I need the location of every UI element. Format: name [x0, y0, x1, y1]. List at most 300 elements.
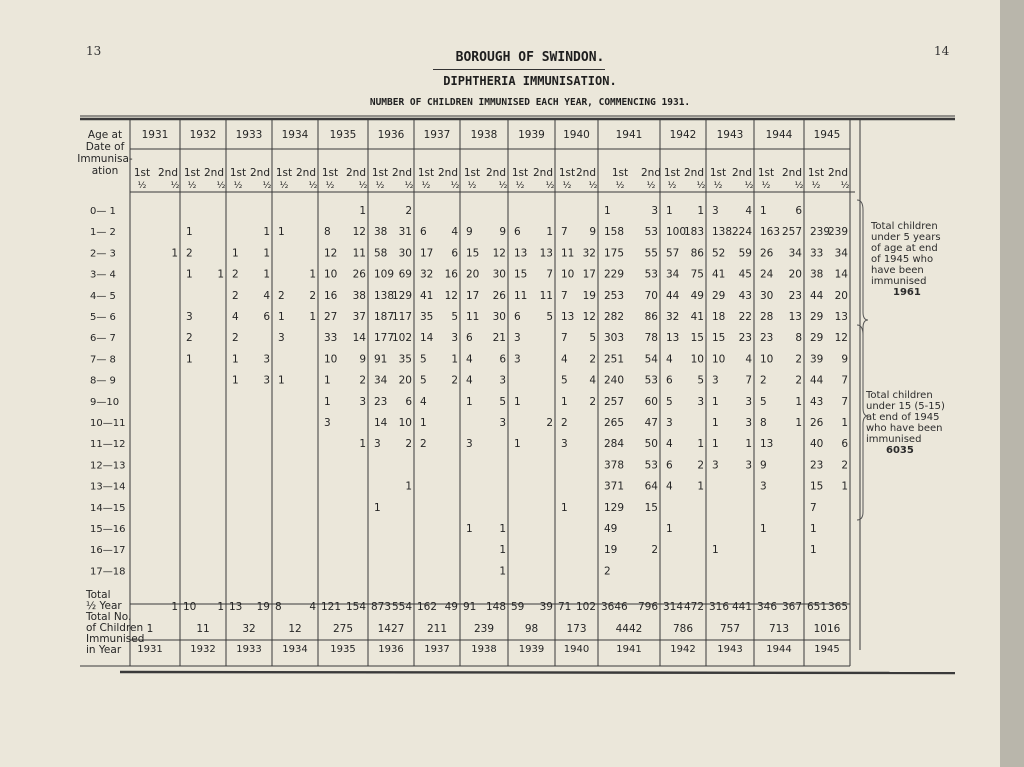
in-year-label: in Year [86, 644, 122, 656]
cell-first-half: 3 [712, 459, 719, 472]
cell-second-half: 12 [834, 332, 848, 345]
year-header: 1931 [141, 129, 169, 141]
age-label: 9—10 [90, 396, 120, 408]
cell-second-half: 10 [398, 417, 412, 429]
cell-second-half: 1 [359, 205, 366, 217]
cell-first-half: 1 [420, 417, 427, 429]
cell-second-half: 1 [359, 438, 366, 451]
cell-first-half: 5 [760, 395, 767, 408]
half-year-header: 2nd [249, 167, 271, 179]
half-year-total: 314 [663, 601, 684, 613]
row-header-line1: Age at [87, 129, 123, 141]
half-year-header: 1st [757, 167, 775, 179]
cell-second-half: 2 [309, 289, 316, 302]
cell-second-half: 55 [644, 247, 658, 260]
year-total: 786 [672, 623, 694, 635]
cell-second-half: 6 [841, 438, 848, 451]
cell-first-half: 39 [810, 353, 824, 366]
cell-first-half: 239 [810, 226, 831, 239]
half-year-header: 1st [611, 167, 629, 179]
cell-first-half: 35 [420, 311, 434, 323]
cell-first-half: 15 [466, 247, 480, 260]
cell-first-half: 1 [666, 523, 673, 535]
cell-second-half: 9 [359, 353, 366, 366]
cell-first-half: 253 [604, 289, 625, 302]
cell-first-half: 4 [466, 374, 473, 387]
half-fraction: ½ [262, 181, 272, 191]
half-fraction: ½ [713, 181, 723, 191]
cell-second-half: 2 [405, 438, 412, 451]
cell-first-half: 2 [232, 332, 239, 345]
cell-second-half: 64 [644, 480, 658, 493]
note-under5-line: Total children [871, 221, 938, 232]
cell-second-half: 3 [263, 374, 270, 387]
cell-second-half: 6 [795, 205, 802, 217]
half-year-header: 1st [807, 167, 825, 179]
cell-second-half: 30 [398, 247, 412, 260]
cell-second-half: 2 [451, 374, 458, 387]
cell-first-half: 175 [604, 247, 625, 260]
cell-second-half: 5 [451, 311, 458, 323]
age-label: 7— 8 [90, 354, 116, 366]
cell-second-half: 7 [745, 374, 752, 387]
year-total: 173 [566, 623, 587, 635]
row-header [77, 129, 133, 177]
cell-second-half: 224 [731, 226, 752, 239]
note-under15-line: under 15 (5-15) [866, 401, 945, 412]
cell-second-half: 6 [405, 395, 412, 408]
cell-first-half: 1 [712, 395, 719, 408]
cell-first-half: 282 [604, 311, 625, 323]
half-year-header: 2nd [485, 167, 507, 179]
cell-second-half: 34 [834, 247, 848, 260]
note-under15-line: immunised [866, 434, 922, 445]
cell-second-half: 14 [834, 268, 848, 281]
cell-first-half: 14 [374, 417, 388, 429]
year-header: 1934 [281, 129, 309, 141]
cell-second-half: 23 [788, 289, 802, 302]
cell-second-half: 4 [263, 289, 270, 302]
year-headers [134, 129, 850, 191]
half-year-total: 554 [391, 601, 412, 613]
cell-first-half: 2 [760, 374, 767, 387]
cell-first-half: 2 [420, 438, 427, 451]
cell-second-half: 13 [788, 311, 802, 323]
cell-second-half: 2 [359, 374, 366, 387]
cell-second-half: 3 [651, 205, 658, 217]
half-year-header: 1st [709, 167, 727, 179]
cell-first-half: 3 [712, 374, 719, 387]
cell-first-half: 3 [324, 417, 331, 429]
cell-first-half: 251 [604, 353, 625, 366]
half-year-header: 2nd [295, 167, 317, 179]
age-label: 6— 7 [90, 333, 116, 345]
half-year-header: 2nd [157, 167, 179, 179]
footer-year: 1937 [424, 644, 450, 655]
half-year-total: 316 [709, 601, 730, 613]
cell-first-half: 1 [324, 395, 331, 408]
cell-second-half: 239 [827, 226, 848, 239]
cell-first-half: 34 [666, 268, 680, 281]
cell-second-half: 50 [644, 438, 658, 451]
cell-second-half: 16 [444, 268, 458, 281]
half-year-total: 39 [539, 601, 553, 613]
cell-first-half: 6 [514, 311, 521, 323]
cell-second-half: 22 [738, 311, 752, 323]
half-year-header: 2nd [683, 167, 705, 179]
cell-first-half: 1 [186, 268, 193, 281]
cell-first-half: 1 [278, 226, 285, 239]
half-fraction: ½ [325, 181, 335, 191]
cell-second-half: 6 [499, 353, 506, 366]
cell-second-half: 3 [499, 417, 506, 429]
cell-second-half: 45 [738, 268, 752, 281]
cell-first-half: 4 [420, 395, 427, 408]
half-fraction: ½ [375, 181, 385, 191]
half-year-header: 1st [133, 167, 151, 179]
cell-first-half: 3 [466, 438, 473, 451]
cell-second-half: 53 [644, 226, 658, 239]
cell-second-half: 70 [644, 289, 658, 302]
half-fraction: ½ [498, 181, 508, 191]
year-header: 1944 [765, 129, 793, 141]
half-fraction: ½ [187, 181, 197, 191]
row-header-line3: Immunisa- [77, 153, 133, 165]
cell-second-half: 1 [697, 480, 704, 493]
half-year-header: 1st [511, 167, 529, 179]
half-year-total: 472 [683, 601, 704, 613]
half-fraction: ½ [216, 181, 226, 191]
cell-second-half: 78 [644, 332, 658, 345]
footer-year: 1936 [378, 644, 404, 655]
page-number-left: 13 [86, 44, 102, 58]
cell-second-half: 8 [795, 332, 802, 345]
year-header: 1935 [329, 129, 357, 141]
cell-second-half: 30 [492, 268, 506, 281]
year-header: 1932 [189, 129, 217, 141]
cell-first-half: 2 [561, 417, 568, 429]
cell-second-half: 3 [745, 395, 752, 408]
cell-second-half: 1 [795, 417, 802, 429]
cell-second-half: 1 [405, 480, 412, 493]
cell-first-half: 10 [760, 353, 774, 366]
footer-year: 1942 [670, 644, 696, 655]
cell-second-half: 1 [499, 544, 506, 557]
cell-first-half: 371 [604, 480, 625, 493]
age-label: 8— 9 [90, 375, 116, 387]
cell-first-half: 6 [420, 226, 427, 239]
half-year-header: 2nd [781, 167, 803, 179]
cell-first-half: 229 [604, 268, 625, 281]
footer-year: 1934 [282, 644, 308, 655]
cell-first-half: 58 [374, 247, 388, 260]
cell-second-half: 31 [398, 226, 412, 239]
note-under5-total: 1961 [893, 287, 921, 298]
cell-first-half: 10 [324, 353, 338, 366]
cell-second-half: 54 [644, 353, 658, 366]
cell-first-half: 1 [232, 353, 239, 366]
cell-first-half: 30 [760, 289, 774, 302]
cell-first-half: 38 [810, 268, 824, 281]
year-header: 1940 [563, 129, 590, 141]
cell-first-half: 14 [420, 332, 434, 345]
half-year-total: 154 [345, 601, 366, 613]
footer-year: 1940 [563, 644, 590, 655]
cell-first-half: 12 [324, 247, 338, 260]
cell-second-half: 53 [644, 268, 658, 281]
cell-second-half: 3 [359, 395, 366, 408]
cell-first-half: 1 [232, 374, 239, 387]
cell-second-half: 3 [745, 417, 752, 429]
cell-first-half: 13 [666, 332, 680, 345]
cell-first-half: 4 [666, 480, 673, 493]
note-under15-line: Total children [866, 390, 933, 401]
cell-first-half: 24 [760, 268, 774, 281]
half-year-total: 346 [757, 601, 778, 613]
half-fraction: ½ [308, 181, 318, 191]
cell-first-half: 3 [514, 332, 521, 345]
footer-year: 1932 [190, 644, 216, 655]
cell-first-half: 5 [561, 374, 568, 387]
cell-second-half: 2 [405, 205, 412, 217]
table-caption: NUMBER OF CHILDREN IMMUNISED EACH YEAR, COMMENCING 1931. [369, 97, 691, 108]
cell-second-half: 5 [589, 332, 596, 345]
note-under5-line: of 1945 who [871, 254, 934, 265]
cell-second-half: 20 [834, 289, 848, 302]
cell-first-half: 2 [232, 289, 239, 302]
age-label: 10—11 [90, 418, 126, 429]
year-total: 1016 [813, 623, 841, 635]
year-header: 1943 [716, 129, 744, 141]
cell-first-half: 378 [604, 459, 625, 472]
year-total: 32 [242, 623, 256, 635]
cell-first-half: 3 [514, 353, 521, 366]
half-fraction: ½ [515, 181, 525, 191]
cell-second-half: 53 [644, 374, 658, 387]
cell-first-half: 4 [666, 438, 673, 451]
cell-first-half: 1 [466, 395, 473, 408]
year-total: 12 [288, 623, 302, 635]
half-year-header: 2nd [437, 167, 459, 179]
cell-first-half: 163 [760, 226, 781, 239]
footer-year: 1941 [616, 644, 642, 655]
cell-first-half: 4 [232, 311, 239, 323]
year-header: 1936 [377, 129, 405, 141]
cell-second-half: 26 [352, 268, 366, 281]
cell-first-half: 1 [466, 523, 473, 535]
cell-second-half: 53 [644, 459, 658, 472]
cell-second-half: 7 [841, 395, 848, 408]
cell-second-half: 2 [795, 353, 802, 366]
cell-second-half: 117 [391, 311, 412, 323]
cell-second-half: 1 [841, 480, 848, 493]
cell-second-half: 17 [582, 268, 596, 281]
cell-second-half: 1 [263, 247, 270, 260]
cell-first-half: 34 [374, 374, 388, 387]
cell-first-half: 19 [604, 544, 618, 557]
footer-year: 1944 [766, 644, 792, 655]
cell-second-half: 47 [644, 417, 658, 429]
cell-second-half: 1 [697, 205, 704, 217]
cell-first-half: 177 [374, 332, 395, 345]
cell-second-half: 13 [539, 247, 553, 260]
cell-first-half: 7 [561, 289, 568, 302]
row-header-line2: Date of [85, 141, 125, 153]
cell-first-half: 26 [760, 247, 774, 260]
year-total: 1 [146, 623, 154, 635]
cell-second-half: 1 [451, 353, 458, 366]
half-fraction: ½ [761, 181, 771, 191]
half-year-total: 873 [371, 601, 392, 613]
cell-first-half: 33 [324, 332, 338, 345]
year-total: 275 [332, 623, 354, 635]
cell-first-half: 10 [324, 268, 338, 281]
half-fraction: ½ [696, 181, 706, 191]
cell-second-half: 49 [690, 289, 704, 302]
half-year-total: 49 [444, 601, 458, 613]
cell-first-half: 10 [712, 353, 726, 366]
cell-first-half: 17 [466, 289, 480, 302]
cell-first-half: 1 [712, 438, 719, 451]
cell-first-half: 5 [666, 395, 673, 408]
cell-first-half: 2 [232, 268, 239, 281]
half-year-total: 367 [781, 601, 802, 613]
cell-second-half: 1 [795, 395, 802, 408]
cell-first-half: 8 [760, 417, 767, 429]
cell-second-half: 1 [309, 268, 316, 281]
age-label: 17—18 [90, 566, 126, 578]
total-label: Total [86, 589, 111, 601]
cell-first-half: 1 [760, 205, 767, 217]
cell-first-half: 3 [712, 205, 719, 217]
half-year-total: 91 [463, 601, 477, 613]
cell-second-half: 14 [352, 332, 366, 345]
footer-year: 1935 [330, 644, 356, 655]
cell-first-half: 10 [561, 268, 575, 281]
cell-first-half: 187 [374, 311, 395, 323]
cell-first-half: 7 [810, 501, 817, 514]
age-label: 0— 1 [90, 206, 116, 217]
table-grid [80, 116, 955, 673]
row-header-line4: ation [91, 165, 119, 177]
cell-second-half: 1 [499, 565, 506, 578]
cell-second-half: 75 [690, 268, 704, 281]
cell-second-half: 38 [352, 289, 366, 302]
cell-first-half: 29 [712, 289, 726, 302]
cell-first-half: 2 [186, 332, 193, 345]
half-year-total: 4 [309, 601, 316, 613]
half-year-total: 441 [731, 601, 752, 613]
half-fraction: ½ [137, 181, 147, 191]
cell-first-half: 23 [810, 459, 824, 472]
cell-second-half: 26 [492, 289, 506, 302]
cell-second-half: 37 [352, 311, 366, 323]
age-label: 2— 3 [90, 248, 116, 260]
cell-first-half: 1 [278, 311, 285, 323]
cell-first-half: 29 [810, 332, 824, 345]
cell-first-half: 18 [712, 311, 726, 323]
cell-second-half: 19 [582, 289, 596, 302]
cell-second-half: 69 [398, 268, 412, 281]
note-under5-line: immunised [871, 276, 927, 287]
cell-second-half: 1 [499, 523, 506, 535]
totals-rows [137, 601, 848, 655]
year-header: 1937 [423, 129, 451, 141]
note-under15 [866, 390, 945, 456]
cell-second-half: 6 [451, 247, 458, 260]
cell-first-half: 11 [466, 311, 480, 323]
cell-first-half: 1 [374, 501, 381, 514]
half-fraction: ½ [667, 181, 677, 191]
cell-first-half: 1 [514, 438, 521, 451]
year-header: 1941 [615, 129, 643, 141]
cell-second-half: 9 [841, 353, 848, 366]
cell-first-half: 1 [604, 205, 611, 217]
children-label: of Children [86, 622, 144, 634]
cell-first-half: 257 [604, 395, 625, 408]
cell-second-half: 32 [582, 247, 596, 260]
cell-first-half: 9 [466, 226, 473, 239]
cell-first-half: 1 [324, 374, 331, 387]
footer-year: 1938 [471, 644, 497, 655]
cell-second-half: 1 [309, 311, 316, 323]
cell-first-half: 27 [324, 311, 338, 323]
cell-first-half: 1 [278, 374, 285, 387]
half-year-header: 2nd [345, 167, 367, 179]
cell-first-half: 4 [466, 353, 473, 366]
cell-first-half: 7 [561, 226, 568, 239]
half-fraction: ½ [811, 181, 821, 191]
cell-second-half: 35 [398, 353, 412, 366]
half-fraction: ½ [358, 181, 368, 191]
cell-first-half: 5 [420, 353, 427, 366]
cell-first-half: 2 [278, 289, 285, 302]
half-year-header: 2nd [640, 167, 662, 179]
half-year-total: 10 [183, 601, 197, 613]
age-label: 4— 5 [90, 290, 116, 302]
cell-first-half: 158 [604, 226, 625, 239]
cell-first-half: 15 [810, 480, 824, 493]
cell-second-half: 7 [841, 374, 848, 387]
cell-first-half: 23 [374, 395, 388, 408]
cell-second-half: 3 [263, 353, 270, 366]
cell-second-half: 1 [171, 247, 178, 260]
cell-first-half: 6 [666, 374, 673, 387]
cell-first-half: 44 [810, 374, 824, 387]
cell-first-half: 1 [712, 544, 719, 557]
cell-second-half: 2 [795, 374, 802, 387]
half-year-header: 1st [663, 167, 681, 179]
cell-first-half: 7 [561, 332, 568, 345]
cell-first-half: 13 [561, 311, 575, 323]
half-fraction: ½ [279, 181, 289, 191]
cell-second-half: 9 [589, 226, 596, 239]
cell-first-half: 43 [810, 395, 824, 408]
cell-second-half: 129 [391, 289, 412, 302]
cell-first-half: 16 [324, 289, 338, 302]
half-year-total: 1 [171, 601, 178, 613]
cell-second-half: 12 [492, 247, 506, 260]
cell-first-half: 3 [374, 438, 381, 451]
footer-year: 1939 [518, 644, 545, 655]
cell-first-half: 40 [810, 438, 824, 451]
footer-year: 1931 [137, 644, 163, 655]
cell-second-half: 1 [745, 438, 752, 451]
footer-year: 1945 [814, 644, 840, 655]
half-fraction: ½ [744, 181, 754, 191]
cell-second-half: 1 [546, 226, 553, 239]
year-total: 211 [426, 623, 448, 635]
